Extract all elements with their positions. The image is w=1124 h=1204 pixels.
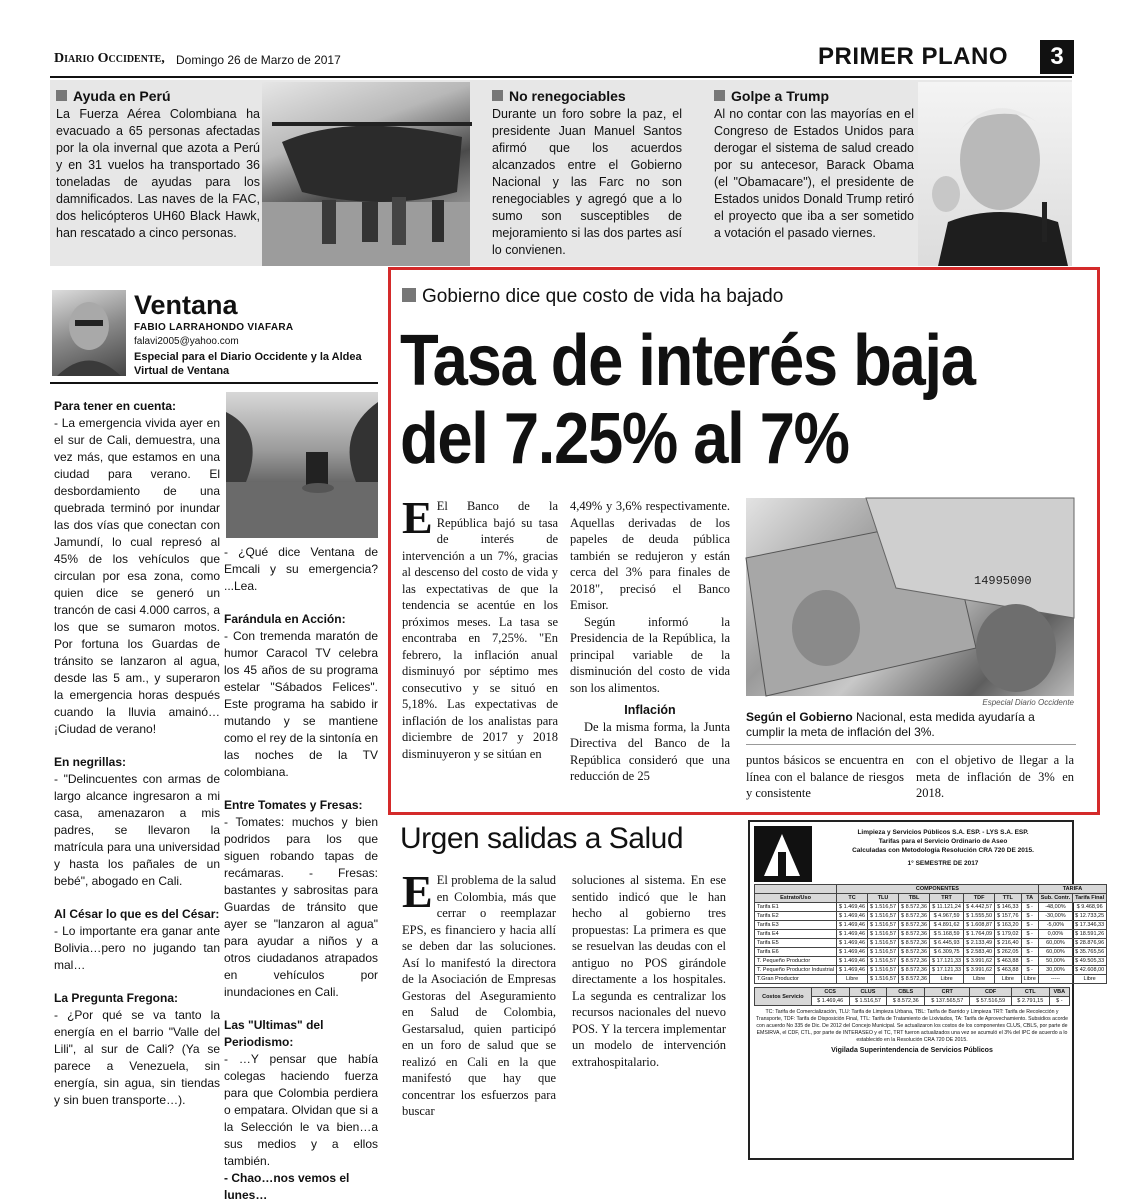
health-headline: Urgen salidas a Salud bbox=[400, 822, 684, 855]
tariff-row bbox=[755, 921, 1107, 930]
main-col-2c: De la misma forma, la Junta Directiva del Banco de la República consideró que una reducción de 25 bbox=[570, 719, 730, 783]
tariff-cell: $ 6.445,93 bbox=[930, 939, 964, 948]
tariff-header-row bbox=[755, 894, 1107, 903]
cost-value: $ 2.791,15 bbox=[1011, 997, 1049, 1006]
headline-line-2: del 7.25% al 7% bbox=[400, 399, 849, 479]
tariff-cell: $ 1.516,57 bbox=[868, 957, 899, 966]
tariff-cell: $ 8.572,36 bbox=[899, 957, 930, 966]
tariff-cell: Tarifa E3 bbox=[755, 921, 837, 930]
tariff-grid bbox=[754, 884, 1107, 984]
tariff-cell: $ 3.991,62 bbox=[964, 957, 995, 966]
tariff-column-header: Sub. Contr. bbox=[1038, 894, 1072, 903]
tariff-cell: Tarifa E4 bbox=[755, 930, 837, 939]
lys-ad bbox=[748, 820, 1105, 1160]
tariff-cell: $ 1.764,09 bbox=[964, 930, 995, 939]
cost-label: Costos Servicio bbox=[755, 988, 812, 1006]
tariff-cell: $ - bbox=[1021, 930, 1038, 939]
dropcap: E bbox=[402, 866, 433, 917]
tariff-cell: $ - bbox=[1021, 957, 1038, 966]
tariff-cell: T.Gran Productor bbox=[755, 975, 837, 984]
tariff-cell: $ 1.469,46 bbox=[837, 948, 868, 957]
cost-value: $ 8.572,36 bbox=[887, 997, 925, 1006]
tariff-cell: $ 1.469,46 bbox=[837, 957, 868, 966]
tariff-column-header: TBL bbox=[899, 894, 930, 903]
tariff-cell: $ 1.469,46 bbox=[837, 966, 868, 975]
section-heading: En negrillas: bbox=[54, 755, 127, 769]
header-date: Domingo 26 de Marzo de 2017 bbox=[176, 53, 341, 67]
main-col-1-text: El Banco de la República bajó su tasa de interés de intervención a un 7%, gracias al descenso del costo de vida y las expectativas de que la tendencia se acentúe en los próximos meses. La tasa se encontraba en 7,25%. "En febrero, la inflación anual disminuyó por séptimo mes consecutivo y se situó en 5,18%. Las expectativas de inflación de los analistas para diciembre de 2017 y 2018 disminuyeron y se sitúan en bbox=[402, 499, 558, 761]
section-text: - Con tremenda maratón de humor Caracol TV celebra los 45 años de su programa estelar "Sábados Felices". Este programa ha sabido ir mutando y se mantiene como el rey de la sintonía en las noches de la TV colombiana. bbox=[224, 629, 378, 779]
tariff-cell: $ 1.516,57 bbox=[868, 912, 899, 921]
cost-value: $ 57.516,59 bbox=[970, 997, 1012, 1006]
cost-label: CTL bbox=[1011, 988, 1049, 997]
tariff-cell: 50,00% bbox=[1038, 957, 1072, 966]
tariff-cell: Libre bbox=[995, 975, 1021, 984]
tariff-column-header: TTL bbox=[995, 894, 1021, 903]
tariff-column-header: Tarifa Final bbox=[1073, 894, 1107, 903]
health-col-1 bbox=[402, 866, 556, 1120]
tariff-cell: $ 8.572,36 bbox=[899, 966, 930, 975]
ad-footnote: TC: Tarifa de Comercialización, TLU: Tarifa de Limpieza Urbana, TBL: Tarifa de Barrido y Limpieza TRT: Tarifa de Recolección y Transporte, TDF: Tarifa de Disposición Final, TTL: Tarifa de Tratamiento de Lixiviados, TA: Tarifa de Aprovechamiento. Subsidios acorde con acuerdo No 335 de Dic. De 2012 del Concejo Municipal. Se actualizaron los costos de los componentes CLUS, CBLS, por parte de EMSIRVA, el CDF, CTL, por parte de INTERASEO y el TC, TRT fueron actualizados una vez se acumuló el 3% del IPC de acuerdo a lo establecido en la Resolución CRA 720 DE 2015. bbox=[756, 1009, 1068, 1043]
square-bullet-icon bbox=[402, 288, 416, 302]
tariff-cell: $ - bbox=[1021, 921, 1038, 930]
tariff-cell: $ 463,88 bbox=[995, 966, 1021, 975]
flood-photo-caption: - ¿Qué dice Ventana de Emcali y su emergencia? ...Lea. bbox=[224, 545, 378, 593]
tariff-cell: $ 1.516,57 bbox=[868, 903, 899, 912]
section-heading: Al César lo que es del César: bbox=[54, 907, 220, 921]
tariff-cell: $ 8.572,36 bbox=[899, 975, 930, 984]
tariff-cell: Libre bbox=[1073, 975, 1107, 984]
tariff-cell: $ 1.608,87 bbox=[964, 921, 995, 930]
tariff-cell: Tarifa E5 bbox=[755, 939, 837, 948]
trump-image bbox=[918, 82, 1072, 266]
ventana-header bbox=[50, 288, 378, 384]
main-col-3: puntos básicos se encuentra en línea con el balance de riesgos y consistente bbox=[746, 753, 904, 800]
cost-label: CDF bbox=[970, 988, 1012, 997]
ad-company: Limpieza y Servicios Públicos S.A. ESP. - LYS S.A. ESP. bbox=[857, 829, 1029, 836]
tariff-cell: $ 8.572,36 bbox=[899, 939, 930, 948]
tariff-cell: $ 1.516,57 bbox=[868, 966, 899, 975]
caption-bold: Según el Gobierno bbox=[746, 710, 853, 724]
tariff-cell: $ - bbox=[1021, 966, 1038, 975]
tariff-cell: $ 8.572,36 bbox=[899, 903, 930, 912]
section-text: - "Delincuentes con armas de largo alcance ingresaron a mi casa, amenazaron a mis padres, se llevaron la matrícula para una universidad y hasta los pañales de un bebé", abogado en Cali. bbox=[54, 772, 220, 888]
ventana-left-column bbox=[54, 398, 220, 1109]
trump-photo bbox=[918, 82, 1072, 266]
tariff-cell: $ 5.168,59 bbox=[930, 930, 964, 939]
main-subhead: Inflación bbox=[624, 703, 676, 717]
tariff-cell: $ 1.469,46 bbox=[837, 921, 868, 930]
tariff-row bbox=[755, 975, 1107, 984]
main-col-4: con el objetivo de llegar a la meta de inflación de 3% en 2018. bbox=[916, 753, 1074, 800]
tariff-cell: $ 8.572,36 bbox=[899, 930, 930, 939]
lys-logo bbox=[754, 826, 812, 882]
tariff-cell: $ 1.469,46 bbox=[837, 939, 868, 948]
tariff-cell: $ - bbox=[1021, 903, 1038, 912]
tariff-cell: $ 2.133,49 bbox=[964, 939, 995, 948]
ad-footer: Vigilada Superintendencia de Servicios Públicos bbox=[831, 1047, 993, 1054]
cost-label: CCS bbox=[811, 988, 849, 997]
tariff-cell: $ 179,02 bbox=[995, 930, 1021, 939]
section-text: - …Y pensar que había colegas haciendo fuerza para que Colombia perdiera o empatara. Olvidan que si a la Selección le va bien…a sus medios y a ellos también. bbox=[224, 1052, 378, 1168]
flood-image bbox=[226, 392, 378, 538]
tariff-cell: $ 4.442,57 bbox=[964, 903, 995, 912]
banknotes-image bbox=[746, 498, 1074, 696]
author-avatar bbox=[52, 290, 126, 376]
tariff-cell: $ 1.516,57 bbox=[868, 975, 899, 984]
tariff-cell: $ 216,40 bbox=[995, 939, 1021, 948]
cost-label: VBA bbox=[1049, 988, 1069, 997]
ad-semester: 1° SEMESTRE DE 2017 bbox=[907, 860, 979, 867]
tariff-column-header: TRT bbox=[930, 894, 964, 903]
section-text: - La emergencia vivida ayer en el sur de Cali, demuestra, una vez más, que estamos en una ciudad para verano. El desbordamiento de una quebrada terminó por inundar las dos vías que conectan con Jamundí, lo cual represó al 45% de los vehículos que circulan por esa zona, como quien dice se generó un trancón de casi 4.000 carros, a los que se sumaron motos. Por fortuna los Guardas de tránsito se lanzaron al agua, desde las 5 am., y superaron la emergencia horas después cuando la lluvia amainó…¡Ciudad de verano! bbox=[54, 416, 220, 736]
tariff-cell: $ 12.733,25 bbox=[1073, 912, 1107, 921]
helicopter-photo bbox=[262, 82, 470, 266]
tariff-cell: $ 35.765,56 bbox=[1073, 948, 1107, 957]
tariff-cell: -30,00% bbox=[1038, 912, 1072, 921]
tariff-cell: $ 18.591,26 bbox=[1073, 930, 1107, 939]
tariff-cell: $ 17.121,33 bbox=[930, 957, 964, 966]
cost-header-row bbox=[755, 988, 1070, 997]
svg-text:14995090: 14995090 bbox=[974, 574, 1032, 588]
tariff-cell: Tarifa E1 bbox=[755, 903, 837, 912]
tariff-row bbox=[755, 930, 1107, 939]
kicker-text: Gobierno dice que costo de vida ha bajado bbox=[422, 286, 784, 307]
ventana-right-column bbox=[224, 544, 378, 1204]
tariff-row bbox=[755, 957, 1107, 966]
tariff-column-header: TDF bbox=[964, 894, 995, 903]
section-text: - Tomates: muchos y bien podridos para los que siguen robando tapas de recámaras. - Fresas: bastantes y sabrositas para Guardas de tránsito que ayer se "lanzaron al agua" para ayudar a niños y a otros ciudadanos atrapados en vehículos por inundaciones en Cali. bbox=[224, 815, 378, 999]
tariff-cell: $ 1.516,57 bbox=[868, 939, 899, 948]
tariff-cell: $ 1.516,57 bbox=[868, 921, 899, 930]
cost-table bbox=[754, 987, 1070, 1006]
tariff-cell: $ 1.516,57 bbox=[868, 930, 899, 939]
banknotes-caption bbox=[746, 710, 1076, 745]
tariff-row bbox=[755, 939, 1107, 948]
tariff-cell: T. Pequeño Productor Industrial bbox=[755, 966, 837, 975]
main-col-2 bbox=[570, 498, 730, 785]
tariff-cell: $ 1.555,50 bbox=[964, 912, 995, 921]
cost-value: $ 137.565,57 bbox=[925, 997, 970, 1006]
tariff-cell: $ 28.876,96 bbox=[1073, 939, 1107, 948]
square-bullet-icon bbox=[714, 90, 725, 101]
tariff-row bbox=[755, 948, 1107, 957]
tariff-cell: $ 3.991,62 bbox=[964, 966, 995, 975]
ad-heading bbox=[816, 828, 1070, 868]
helicopter-image bbox=[262, 82, 470, 266]
cost-label: CLUS bbox=[849, 988, 887, 997]
tariff-cell: 30,00% bbox=[1038, 966, 1072, 975]
section-heading: Farándula en Acción: bbox=[224, 612, 346, 626]
tariff-cell: $ 6.309,75 bbox=[930, 948, 964, 957]
tariff-table bbox=[754, 884, 1105, 1054]
brief-title: Golpe a Trump bbox=[731, 88, 830, 104]
header-rule bbox=[50, 76, 1072, 78]
tariff-cell: Libre bbox=[1021, 975, 1038, 984]
lys-logo-icon bbox=[754, 826, 812, 882]
cost-value: $ 1.469,46 bbox=[811, 997, 849, 1006]
tariff-cell: -48,00% bbox=[1038, 903, 1072, 912]
main-col-2b: Según informó la Presidencia de la República, la principal variable de la disminución del costo de vida son los alimentos. bbox=[570, 614, 730, 695]
square-bullet-icon bbox=[56, 90, 67, 101]
main-kicker bbox=[402, 286, 783, 308]
tariff-cell: $ 1.469,46 bbox=[837, 903, 868, 912]
tariff-cell: 60,00% bbox=[1038, 939, 1072, 948]
photo-credit: Especial Diario Occidente bbox=[982, 698, 1074, 707]
tariff-cell: $ 42.608,00 bbox=[1073, 966, 1107, 975]
tariff-cell: T. Pequeño Productor bbox=[755, 957, 837, 966]
tariff-cell: Libre bbox=[837, 975, 868, 984]
brief-trump bbox=[714, 88, 914, 242]
tariff-cell: 0,00% bbox=[1038, 930, 1072, 939]
brief-title: Ayuda en Perú bbox=[73, 88, 171, 104]
cost-value: $ 1.516,57 bbox=[849, 997, 887, 1006]
tariff-row bbox=[755, 966, 1107, 975]
tariff-cell: $ 2.583,40 bbox=[964, 948, 995, 957]
dropcap: E bbox=[402, 492, 433, 543]
tariff-cell: $ 8.572,36 bbox=[899, 912, 930, 921]
tariff-cell: 60,00% bbox=[1038, 948, 1072, 957]
section-heading: Entre Tomates y Fresas: bbox=[224, 798, 363, 812]
tariff-cell: Libre bbox=[930, 975, 964, 984]
tariff-cell: $ 262,05 bbox=[995, 948, 1021, 957]
group-tarifa: TARIFA bbox=[1038, 885, 1106, 894]
paper-name: Diario Occidente, bbox=[54, 51, 165, 66]
health-col-1-text: El problema de la salud en Colombia, más que cerrar o reemplazar EPS, es financiero y hacia allí se deben dar las soluciones. Así lo manifestó la directora de la Asociación de Empresas Gestoras del Aseguramiento en Salud de Colombia, Gestarsalud, quien participó en un foro de salud que se realizó en Cali en la que manifestó que hay que concentrar los esfuerzos para buscar bbox=[402, 873, 556, 1118]
caption-text: Nacional, esta medida ayudaría a cumplir la meta de inflación del 3%. bbox=[746, 710, 1035, 739]
tariff-cell: $ 1.469,46 bbox=[837, 912, 868, 921]
tariff-cell: $ 8.572,36 bbox=[899, 921, 930, 930]
section-title: PRIMER PLANO bbox=[818, 43, 1009, 70]
tariff-cell: $ 49.505,33 bbox=[1073, 957, 1107, 966]
tariff-cell: -5,00% bbox=[1038, 921, 1072, 930]
main-headline bbox=[400, 322, 975, 478]
tariff-cell: $ 17.121,33 bbox=[930, 966, 964, 975]
health-col-2: soluciones al sistema. En ese sentido indicó que le han hecho al gobierno tres propuestas: La primera es que se resuelvan las deudas con el antiguo no POS girándole directamente a los hospitales. La segunda es centralizar los recursos nacionales del nuevo POS. Y la tercera implementar un modelo de intervención extrahospitalario. bbox=[572, 873, 726, 1069]
cost-label: CRT bbox=[925, 988, 970, 997]
page-number: 3 bbox=[1040, 40, 1074, 74]
tariff-cell: $ 157,76 bbox=[995, 912, 1021, 921]
ventana-title: Ventana bbox=[134, 290, 238, 320]
ventana-tagline: Especial para el Diario Occidente y la Aldea Virtual de Ventana bbox=[134, 351, 362, 377]
main-col-2a: 4,49% y 3,6% respectivamente. Aquellas derivadas de los papeles de deuda pública también se redujeron y están cerca del 3% para finales de 2018", precisó el Banco Emisor. bbox=[570, 499, 730, 612]
tariff-cell: Tarifa E2 bbox=[755, 912, 837, 921]
tariff-cell: $ 463,88 bbox=[995, 957, 1021, 966]
tariff-cell: $ - bbox=[1021, 912, 1038, 921]
section-heading: Las "Ultimas" del Periodismo: bbox=[224, 1018, 324, 1049]
tariff-cell: Libre bbox=[964, 975, 995, 984]
tariff-column-header: TA bbox=[1021, 894, 1038, 903]
tariff-cell: $ 4.891,62 bbox=[930, 921, 964, 930]
tariff-cell: $ - bbox=[1021, 939, 1038, 948]
brief-paz bbox=[492, 88, 682, 259]
tariff-cell: $ 163,20 bbox=[995, 921, 1021, 930]
tariff-cell: ----- bbox=[1038, 975, 1072, 984]
brief-text: Al no contar con las mayorías en el Congreso de Estados Unidos para derogar el sistema de salud creado por su antecesor, Barack Obama (el "Obamacare"), el presidente de Estados unidos Donald Trump retiró el proyecto que iba a ser sometido a votación el pasado viernes. bbox=[714, 107, 914, 240]
square-bullet-icon bbox=[492, 90, 503, 101]
section-heading: La Pregunta Fregona: bbox=[54, 991, 179, 1005]
tariff-cell: $ 146,33 bbox=[995, 903, 1021, 912]
headline-line-1: Tasa de interés baja bbox=[400, 321, 975, 401]
cost-label: CBLS bbox=[887, 988, 925, 997]
tariff-row bbox=[755, 912, 1107, 921]
tariff-row bbox=[755, 903, 1107, 912]
ad-line2: Tarifas para el Servicio Ordinario de Aseo bbox=[878, 838, 1008, 845]
section-text: - ¿Por qué se va tanto la energía en el barrio "Valle del Lili", al sur de Cali? (Ya se parece a Venezuela, sin energía, sin agua, sin tiendas y sin buen transporte…). bbox=[54, 1008, 220, 1107]
main-col-1 bbox=[402, 492, 558, 762]
tariff-cell: Tarifa E6 bbox=[755, 948, 837, 957]
tariff-column-header: TC bbox=[837, 894, 868, 903]
section-text: - Lo importante era ganar ante Bolivia…pero no jugando tan mal… bbox=[54, 924, 220, 972]
tariff-column-header: Estrato/Uso bbox=[755, 894, 837, 903]
brief-title: No renegociables bbox=[509, 88, 626, 104]
flood-photo bbox=[226, 392, 378, 538]
tariff-body bbox=[755, 903, 1107, 984]
section-text: - Chao…nos vemos el lunes… bbox=[224, 1171, 350, 1202]
author-photo bbox=[52, 290, 126, 376]
tariff-cell: $ 1.516,57 bbox=[868, 948, 899, 957]
ventana-email[interactable]: falavi2005@yahoo.com bbox=[134, 336, 239, 347]
tariff-cell: $ 1.469,46 bbox=[837, 930, 868, 939]
tariff-cell: $ 8.572,36 bbox=[899, 948, 930, 957]
ad-line3: Calculadas con Metodología Resolución CRA 720 DE 2015. bbox=[852, 847, 1034, 854]
tariff-cell: $ - bbox=[1021, 948, 1038, 957]
tariff-cell: $ 17.346,33 bbox=[1073, 921, 1107, 930]
tariff-column-header: TLU bbox=[868, 894, 899, 903]
cost-value: $ - bbox=[1049, 997, 1069, 1006]
tariff-cell: $ 9.468,96 bbox=[1073, 903, 1107, 912]
section-heading: Para tener en cuenta: bbox=[54, 399, 177, 413]
ventana-author: FABIO LARRAHONDO VIAFARA bbox=[134, 322, 294, 333]
tariff-cell: $ 11.121,24 bbox=[930, 903, 964, 912]
brief-peru bbox=[56, 88, 260, 242]
brief-text: La Fuerza Aérea Colombiana ha evacuado a 65 personas afectadas por la ola invernal que azota a Perú y en 31 vuelos ha transportado 36 toneladas de ayudas para los damnificados. Las naves de la FAC, dos helicópteros UH60 Black Hawk, han rescatado a cinco personas. bbox=[56, 107, 260, 240]
tariff-cell: $ 4.967,59 bbox=[930, 912, 964, 921]
banknotes-photo bbox=[746, 498, 1074, 696]
group-components: COMPONENTES bbox=[837, 885, 1039, 894]
brief-text: Durante un foro sobre la paz, el presidente Juan Manuel Santos afirmó que los acuerdos alcanzados entre el Gobierno Nacional y las Farc no son renegociables y agregó que a lo sumo son susceptibles de mejoramiento si las dos partes así lo convienen. bbox=[492, 107, 682, 257]
